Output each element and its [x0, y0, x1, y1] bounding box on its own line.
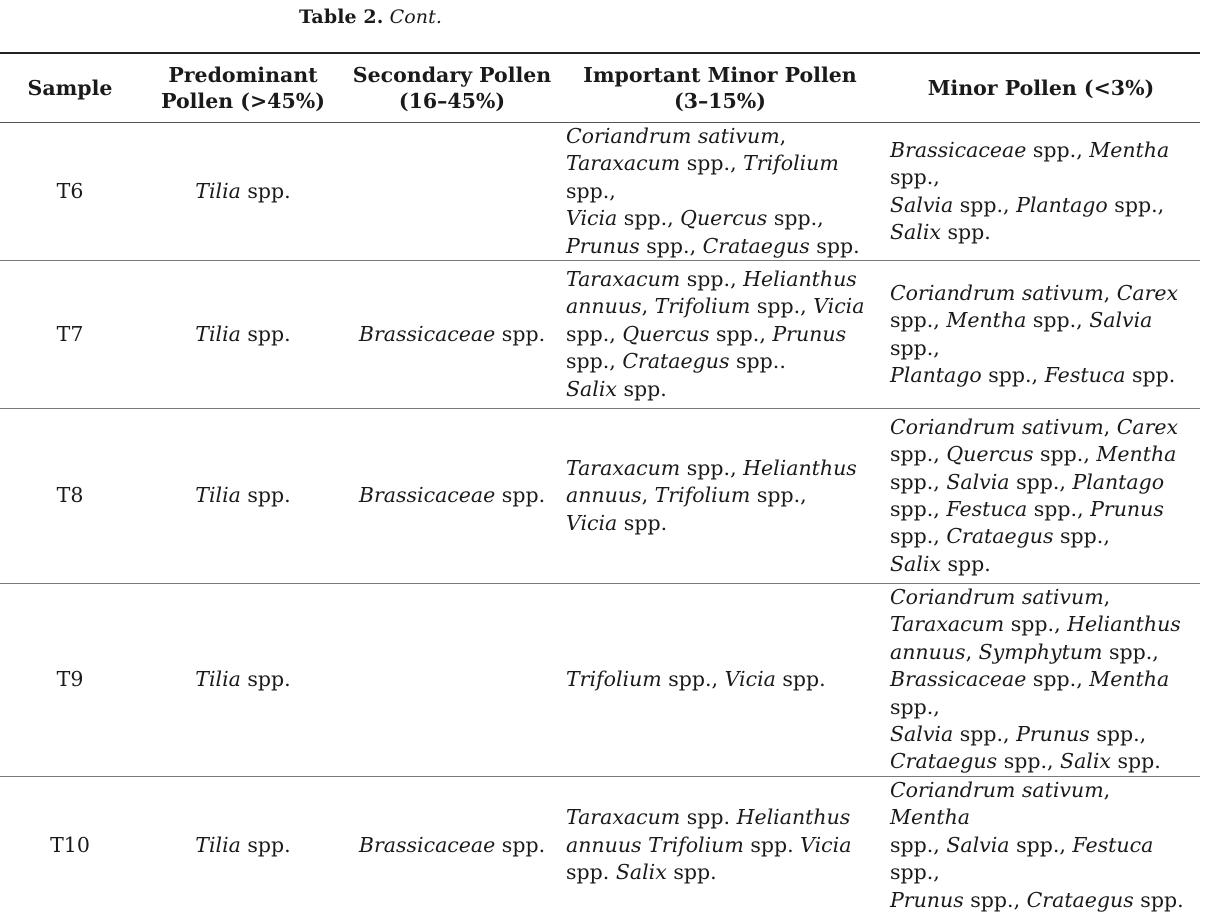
- table-row: [0, 409, 1200, 584]
- minor-cell: Coriandrum sativum, Mentha spp., Salvia spp., Festuca spp., Prunus spp., Crataegus spp.: [890, 777, 1184, 912]
- table-row: [0, 584, 1200, 777]
- predominant-cell: Tilia spp.: [195, 832, 291, 857]
- caption-cont: Cont.: [389, 6, 443, 28]
- header-secondary: Secondary Pollen (16–45%): [352, 63, 552, 113]
- header-minor: Minor Pollen (<3%): [927, 76, 1155, 100]
- important-minor-cell: Taraxacum spp. Helianthus annuus Trifolium spp. Vicia spp. Salix spp.: [566, 805, 852, 885]
- table-row: [0, 123, 1200, 261]
- important-minor-cell: Coriandrum sativum, Taraxacum spp., Trifolium spp., Vicia spp., Quercus spp., Prunus spp., Crataegus spp.: [566, 124, 860, 258]
- secondary-cell: Brassicaceae spp.: [358, 483, 546, 508]
- table-row: [0, 261, 1200, 409]
- table-caption: [299, 6, 442, 28]
- sample-cell: T6: [56, 178, 84, 203]
- predominant-cell: Tilia spp.: [195, 178, 291, 203]
- header-row: [0, 53, 1200, 123]
- header-sample: Sample: [27, 76, 113, 100]
- sample-cell: T7: [56, 321, 84, 346]
- important-minor-cell: Taraxacum spp., Helianthus annuus, Trifolium spp., Vicia spp.: [566, 455, 857, 535]
- minor-cell: Coriandrum sativum, Carex spp., Mentha spp., Salvia spp., Plantago spp., Festuca spp.: [890, 280, 1179, 387]
- caption-label: Table 2.: [299, 6, 384, 28]
- important-minor-cell: Taraxacum spp., Helianthus annuus, Trifolium spp., Vicia spp., Quercus spp., Prunus spp., Crataegus spp.. Salix spp.: [566, 267, 865, 401]
- secondary-cell: [346, 584, 558, 777]
- pollen-table: [0, 52, 1200, 914]
- sample-cell: T10: [50, 832, 90, 857]
- important-minor-cell: Trifolium spp., Vicia spp.: [566, 667, 826, 692]
- header-predominant: Predominant Pollen (>45%): [161, 63, 325, 113]
- minor-cell: Coriandrum sativum, Taraxacum spp., Helianthus annuus, Symphytum spp., Brassicaceae spp., Mentha spp., Salvia spp., Prunus spp., Crataegus spp., Salix spp.: [890, 585, 1181, 774]
- predominant-cell: Tilia spp.: [195, 483, 291, 508]
- table-row: [0, 776, 1200, 914]
- predominant-cell: Tilia spp.: [195, 321, 291, 346]
- secondary-cell: Brassicaceae spp.: [358, 321, 546, 346]
- secondary-cell: Brassicaceae spp.: [358, 832, 546, 857]
- minor-cell: Brassicaceae spp., Mentha spp., Salvia spp., Plantago spp., Salix spp.: [890, 137, 1170, 244]
- header-important-minor: Important Minor Pollen (3–15%): [583, 63, 857, 113]
- sample-cell: T9: [56, 667, 84, 692]
- predominant-cell: Tilia spp.: [195, 667, 291, 692]
- sample-cell: T8: [56, 483, 84, 508]
- secondary-cell: [346, 123, 558, 261]
- minor-cell: Coriandrum sativum, Carex spp., Quercus spp., Mentha spp., Salvia spp., Plantago spp., Festuca spp., Prunus spp., Crataegus spp., Salix spp.: [890, 414, 1179, 576]
